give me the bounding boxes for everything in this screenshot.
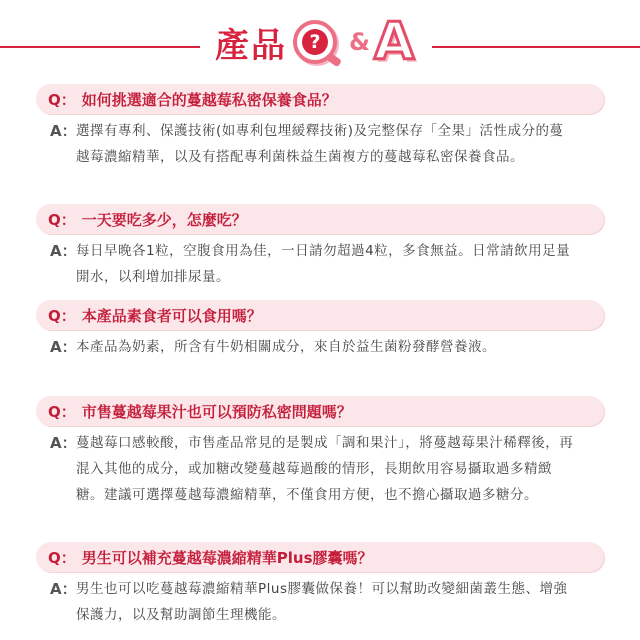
title-text: 產品 — [215, 25, 287, 66]
answer-text: 本產品為奶素，所含有牛奶相關成分，來自於益生菌粉發酵營養液。 — [76, 339, 496, 355]
question-text: 本產品素食者可以食用嗎？ — [81, 306, 262, 325]
question-mark-icon: ? — [302, 29, 328, 55]
question-text: 如何挑選適合的蔓越莓私密保養食品？ — [81, 90, 337, 109]
page-header — [0, 0, 640, 80]
answer-block — [36, 118, 604, 170]
qa-item-4 — [36, 396, 604, 508]
question-label: Q： — [48, 306, 76, 325]
answer-block — [36, 238, 604, 290]
question-bar — [36, 204, 604, 234]
answer-block — [36, 576, 604, 628]
question-text: 一天要吃多少，怎麼吃？ — [81, 210, 247, 229]
answer-block — [36, 334, 604, 360]
question-text: 男生可以補充蔓越莓濃縮精華Plus膠囊嗎？ — [81, 548, 373, 567]
question-label: Q： — [48, 90, 76, 109]
header-divider-left — [0, 46, 200, 48]
answer-label: A： — [50, 434, 77, 452]
question-label: Q： — [48, 210, 76, 229]
header-title — [215, 12, 414, 72]
answer-letter: A — [373, 12, 415, 72]
qa-item-2 — [36, 204, 604, 290]
answer-text: 男生也可以吃蔓越莓濃縮精華Plus膠囊做保養！可以幫助改變細菌叢生態、增強保護力，以及幫助調節生理機能。 — [76, 581, 568, 623]
q-speech-bubble-icon — [293, 20, 337, 64]
header-divider-right — [432, 46, 640, 48]
question-bar — [36, 396, 604, 426]
question-label: Q： — [48, 402, 76, 421]
qa-item-3 — [36, 300, 604, 360]
answer-block — [36, 430, 604, 508]
qa-item-1 — [36, 84, 604, 170]
answer-label: A： — [50, 242, 77, 260]
answer-text: 蔓越莓口感較酸，市售產品常見的是製成「調和果汁」，將蔓越莓果汁稀釋後，再混入其他的成分，或加糖改變蔓越莓過酸的情形，長期飲用容易攝取過多精緻糖。建議可選擇蔓越莓濃縮精華，不僅食用方便，也不擔心攝取過多糖分。 — [76, 435, 574, 503]
answer-text: 選擇有專利、保護技術(如專利包埋緩釋技術)及完整保存「全果」活性成分的蔓越莓濃縮精華，以及有搭配專利菌株益生菌複方的蔓越莓私密保養食品。 — [76, 123, 564, 165]
bubble-tail — [326, 53, 342, 68]
question-bar — [36, 542, 604, 572]
answer-label: A： — [50, 338, 77, 356]
qa-item-5 — [36, 542, 604, 628]
ampersand: & — [349, 28, 370, 56]
answer-text: 每日早晚各1粒，空腹食用為佳，一日請勿超過4粒，多食無益。日常請飲用足量開水，以利增加排尿量。 — [76, 243, 571, 285]
answer-label: A： — [50, 122, 77, 140]
answer-label: A： — [50, 580, 77, 598]
question-bar — [36, 84, 604, 114]
question-label: Q： — [48, 548, 76, 567]
question-bar — [36, 300, 604, 330]
question-text: 市售蔓越莓果汁也可以預防私密問題嗎？ — [81, 402, 352, 421]
